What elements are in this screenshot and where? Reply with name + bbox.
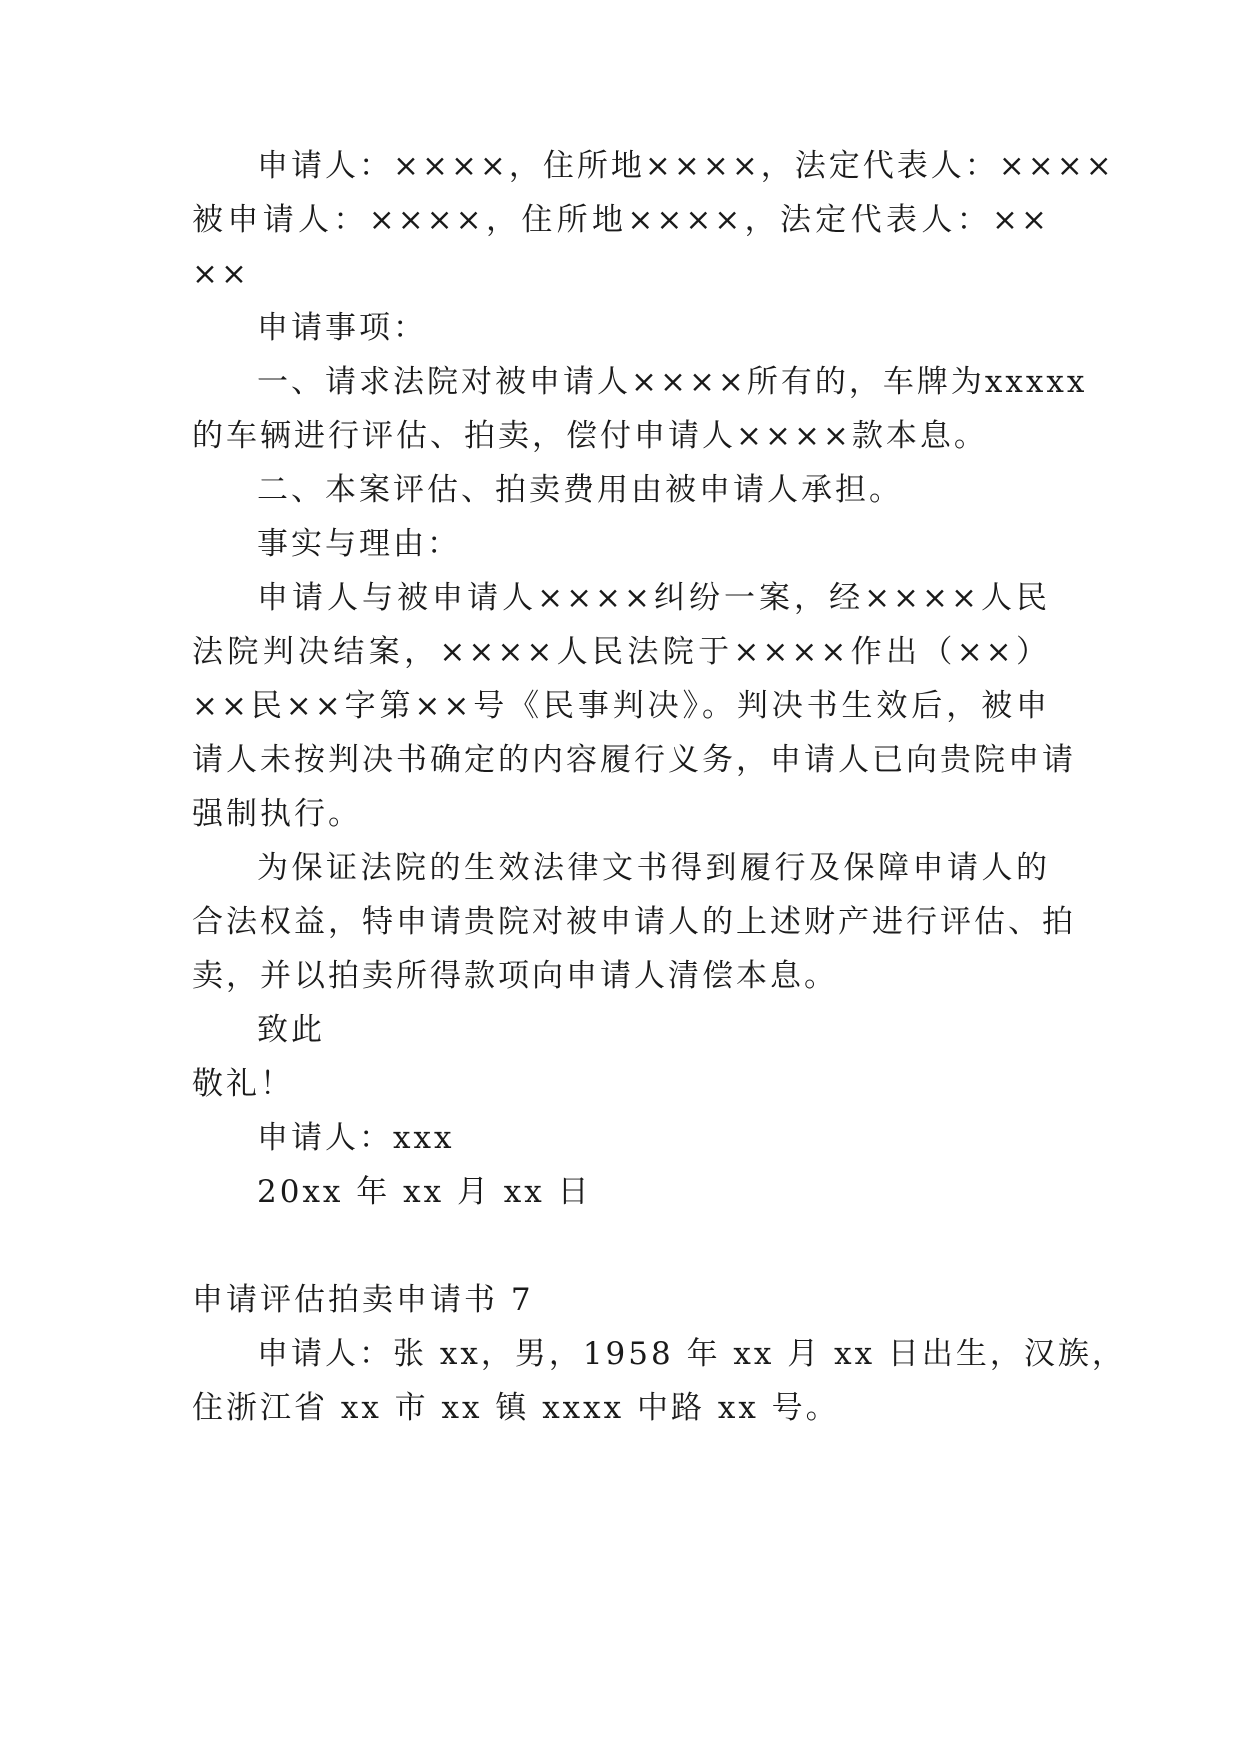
reason-line-1: 为保证法院的生效法律文书得到履行及保障申请人的: [257, 850, 1050, 886]
signature-applicant: 申请人：xxx: [257, 1120, 455, 1156]
applicant-info-line-2: 住浙江省 xx 市 xx 镇 xxxx 中路 xx 号。: [192, 1390, 840, 1426]
closing-salutation: 致此: [257, 1012, 325, 1048]
request-item-1-line-2: 的车辆进行评估、拍卖，偿付申请人××××款本息。: [192, 418, 988, 454]
facts-line-1: 申请人与被申请人××××纠纷一案，经××××人民: [257, 580, 1050, 616]
request-item-2: 二、本案评估、拍卖费用由被申请人承担。: [257, 472, 903, 508]
section-title: 申请评估拍卖申请书 7: [192, 1282, 534, 1318]
respondent-line-continued: ××: [192, 256, 250, 292]
request-item-1-line-1: 一、请求法院对被申请人××××所有的，车牌为xxxxx: [257, 364, 1088, 400]
request-items-heading: 申请事项：: [257, 310, 427, 346]
applicant-line: 申请人：××××，住所地××××，法定代表人：××××: [257, 148, 1115, 184]
facts-line-2: 法院判决结案，××××人民法院于××××作出（××）: [192, 634, 1050, 670]
facts-line-4: 请人未按判决书确定的内容履行义务，申请人已向贵院申请: [192, 742, 1076, 778]
facts-heading: 事实与理由：: [257, 526, 461, 562]
facts-line-3: ××民××字第××号《民事判决》。判决书生效后，被申: [192, 688, 1050, 724]
signature-date: 20xx 年 xx 月 xx 日: [257, 1174, 592, 1210]
reason-line-3: 卖，并以拍卖所得款项向申请人清偿本息。: [192, 958, 838, 994]
applicant-info-line-1: 申请人：张 xx，男，1958 年 xx 月 xx 日出生，汉族，: [257, 1336, 1126, 1372]
respondent-line: 被申请人：××××，住所地××××，法定代表人：××: [192, 202, 1050, 238]
closing-regards: 敬礼！: [192, 1066, 294, 1102]
reason-line-2: 合法权益，特申请贵院对被申请人的上述财产进行评估、拍: [192, 904, 1076, 940]
facts-line-5: 强制执行。: [192, 796, 362, 832]
